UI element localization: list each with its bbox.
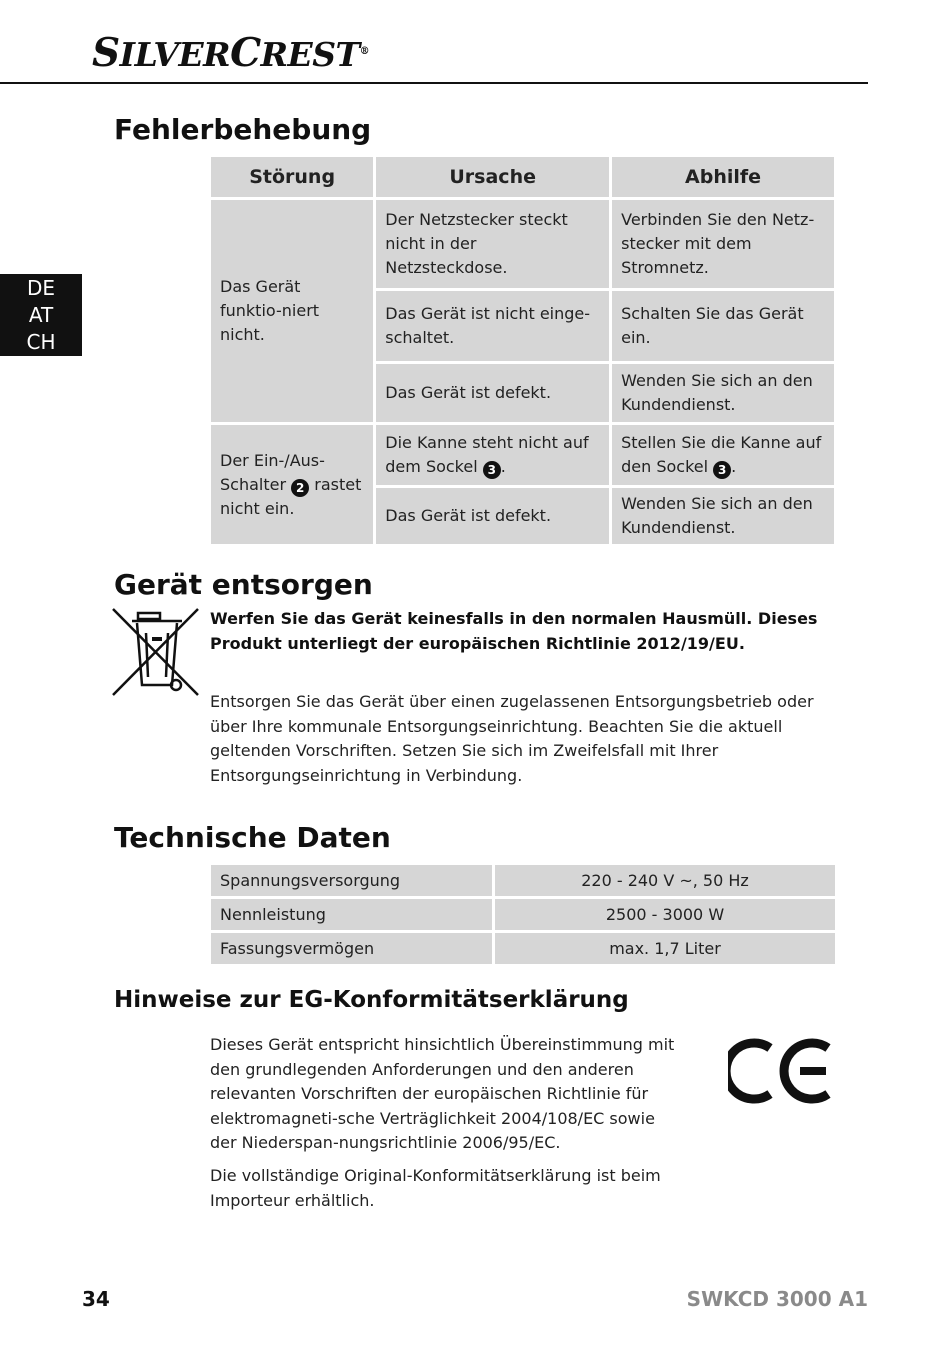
cause-cell: Der Netzstecker steckt nicht in der Netzsteckdose. bbox=[376, 200, 609, 288]
disposal-title: Gerät entsorgen bbox=[114, 568, 373, 601]
cause-text: Die Kanne steht nicht auf dem Sockel bbox=[385, 433, 589, 476]
problem-text-2c: rastet bbox=[314, 474, 362, 494]
remedy-cell: Schalten Sie das Gerät ein. bbox=[612, 291, 834, 361]
page-number: 34 bbox=[82, 1287, 110, 1311]
country-tab bbox=[0, 274, 82, 356]
tech-label: Nennleistung bbox=[211, 899, 492, 930]
troubleshooting-table bbox=[208, 154, 837, 547]
remedy-cell: Wenden Sie sich an den Kundendienst. bbox=[612, 488, 834, 544]
problem-text-2d: nicht ein. bbox=[220, 498, 295, 518]
conformity-para-2: Die vollständige Original-Konformitätserklärung ist beim Importeur erhältlich. bbox=[210, 1166, 661, 1210]
conformity-title: Hinweise zur EG-Konformitätserklärung bbox=[114, 987, 629, 1013]
col-header-problem: Störung bbox=[211, 157, 373, 197]
crossed-bin-icon bbox=[110, 603, 202, 699]
problem-text-2a: Der Ein-/Aus- bbox=[220, 450, 325, 470]
remedy-punct: . bbox=[731, 457, 737, 476]
tech-label: Fassungsvermögen bbox=[211, 933, 492, 964]
problem-text-1: Das Gerät funktio-niert nicht. bbox=[220, 277, 320, 344]
col-header-remedy: Abhilfe bbox=[612, 157, 834, 197]
tech-value: 220 - 240 V ~, 50 Hz bbox=[495, 865, 835, 896]
problem-cell-2 bbox=[211, 425, 373, 544]
number-badge: 2 bbox=[291, 479, 309, 497]
cause-cell: Das Gerät ist defekt. bbox=[376, 488, 609, 544]
remedy-text: Stellen Sie die Kanne auf den Sockel bbox=[621, 433, 822, 476]
country-de: DE bbox=[26, 276, 56, 300]
country-at: AT bbox=[28, 303, 54, 327]
cause-punct: . bbox=[500, 457, 506, 476]
remedy-cell: Verbinden Sie den Netz-stecker mit dem Stromnetz. bbox=[612, 200, 834, 288]
header-rule bbox=[0, 82, 868, 84]
disposal-warning: Werfen Sie das Gerät keinesfalls in den normalen Hausmüll. Dieses Produkt unterliegt der europäischen Richtlinie 2012/19/EU. bbox=[210, 609, 818, 653]
remedy-cell bbox=[612, 425, 834, 485]
troubleshooting-title: Fehlerbehebung bbox=[114, 113, 372, 146]
tech-value: 2500 - 3000 W bbox=[495, 899, 835, 930]
col-header-cause: Ursache bbox=[376, 157, 609, 197]
remedy-cell: Wenden Sie sich an den Kundendienst. bbox=[612, 364, 834, 422]
tech-label: Spannungsversorgung bbox=[211, 865, 492, 896]
number-badge: 3 bbox=[483, 461, 501, 479]
cause-cell: Das Gerät ist defekt. bbox=[376, 364, 609, 422]
country-ch: CH bbox=[26, 330, 56, 354]
cause-cell: Das Gerät ist nicht einge-schaltet. bbox=[376, 291, 609, 361]
problem-cell-1 bbox=[211, 200, 373, 422]
brand-logo: SILVERCREST® bbox=[92, 30, 370, 76]
number-badge: 3 bbox=[713, 461, 731, 479]
conformity-para-1: Dieses Gerät entspricht hinsichtlich Übereinstimmung mit den grundlegenden Anforderungen und den anderen relevanten Vorschriften der europäischen Richtlinie für elektromagneti-sche Verträglichkeit 2004/108/EC sowie der Niederspan-nungsrichtlinie 2006/95/EC. bbox=[210, 1035, 675, 1152]
model-number: SWKCD 3000 A1 bbox=[686, 1287, 868, 1311]
tech-table bbox=[208, 862, 838, 967]
problem-text-2b: Schalter bbox=[220, 474, 287, 494]
disposal-body: Entsorgen Sie das Gerät über einen zugelassenen Entsorgungsbetrieb oder über Ihre kommunale Entsorgungseinrichtung. Beachten Sie die aktuell geltenden Vorschriften. Setzen Sie sich im Zweifelsfall mit Ihrer Entsorgungseinrichtung in Verbindung. bbox=[210, 692, 814, 785]
cause-cell bbox=[376, 425, 609, 485]
ce-mark-icon bbox=[728, 1036, 834, 1106]
tech-value: max. 1,7 Liter bbox=[495, 933, 835, 964]
tech-title: Technische Daten bbox=[114, 821, 391, 854]
